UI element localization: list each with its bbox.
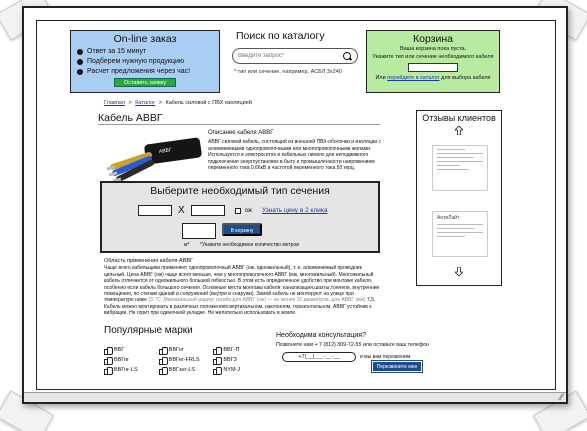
arrow-up-icon[interactable] bbox=[455, 126, 463, 135]
times-sign: X bbox=[178, 205, 185, 216]
cart-choose-label: для выбора кабеля bbox=[441, 75, 491, 81]
brands-list bbox=[104, 346, 268, 373]
divider bbox=[98, 124, 380, 125]
checkbox-label: ож bbox=[244, 207, 252, 214]
brand-label: NYM-J bbox=[223, 366, 241, 373]
brand-item[interactable] bbox=[159, 346, 214, 353]
thumb-up-icon bbox=[213, 346, 220, 353]
brand-item[interactable] bbox=[159, 366, 214, 373]
breadcrumb-catalog[interactable]: Каталог bbox=[135, 100, 156, 106]
reviews-title: Отзывы клиентов bbox=[422, 113, 496, 123]
cart-empty-text: Ваша корзина пока пуста. bbox=[399, 46, 467, 52]
brand-item[interactable] bbox=[213, 346, 268, 353]
thumb-up-icon bbox=[159, 346, 166, 353]
breadcrumb bbox=[104, 100, 252, 106]
search-input[interactable] bbox=[238, 53, 333, 59]
bullet-icon bbox=[77, 49, 83, 55]
brand-label: ВВГ-П bbox=[223, 346, 240, 353]
catalog-search-block bbox=[232, 30, 368, 93]
quantity-unit: м* bbox=[184, 242, 190, 248]
cart-instruction: Укажите тип или сечение необходимого кабеля bbox=[372, 54, 494, 60]
cable-image bbox=[105, 129, 203, 184]
breadcrumb-separator: > bbox=[128, 100, 132, 106]
brand-label: ВВГЗ bbox=[223, 356, 237, 363]
online-order-block bbox=[70, 30, 220, 93]
reviews-panel bbox=[416, 110, 502, 286]
thumb-up-icon bbox=[213, 356, 220, 363]
search-hint: * тип или сечение, например, АСБЛ 3х240 bbox=[234, 69, 342, 75]
bullet-icon bbox=[77, 59, 83, 65]
thumb-up-icon bbox=[213, 366, 220, 373]
usage-text-grey: 15 °С. Минимальный радиус изгиба для АВВГ (ож) — не менее 10 диаметров, для АВВГ (мж) bbox=[148, 297, 366, 304]
consultation-text: Позвоните нам + 7 (812) 309-72-55 или оставьте ваш телефон bbox=[276, 342, 430, 348]
review-document[interactable] bbox=[432, 145, 488, 191]
price-link[interactable]: Узнать цену в 2 клика bbox=[261, 207, 328, 214]
bullet-text: Расчет предложения через час! bbox=[87, 68, 191, 75]
online-order-bullet bbox=[77, 47, 213, 57]
search-title: Поиск по каталогу bbox=[236, 30, 325, 42]
thumb-up-icon bbox=[104, 346, 111, 353]
frame-statusbar bbox=[24, 392, 566, 402]
online-order-bullet bbox=[77, 67, 213, 77]
resize-handle-icon[interactable]: ⁄⁄ bbox=[559, 392, 563, 402]
consultation-title: Необходима консультация? bbox=[276, 332, 366, 339]
brands-title: Популярные марки bbox=[104, 325, 193, 336]
review-doc-logo: АнтиЛайт bbox=[437, 215, 460, 221]
breadcrumb-home[interactable]: Главная bbox=[104, 100, 125, 106]
brand-item[interactable] bbox=[213, 356, 268, 363]
usage-text: Чаще всего кабельщики применяют однопроволочный АВВГ (ож, одножильный), т. е. алюминиевый проводник цельный. Цена АВВГ (ож) чаще всего меньше, чем у многопроволочного АВВГ (мж, многожильный). Многожильный кабель отличается от одножильного большей гибкостью. В этом есть определенное удобство при монтаже кабеля, особенно если кабель большого сечения. Основные места монтажа кабеля: канализация,шахты,тоннели, внутренние помещения, по стенам зданий и сооружений (внутри и снаружи). Зимой кабель не монтируют на улице при температуре ниже bbox=[104, 265, 380, 304]
thumb-up-icon bbox=[159, 356, 166, 363]
brand-item[interactable] bbox=[104, 356, 159, 363]
section-input[interactable] bbox=[191, 205, 225, 216]
bullet-icon bbox=[77, 69, 83, 75]
online-order-bullet bbox=[77, 57, 213, 67]
section-selector-title: Выберите необходимый тип сечения bbox=[150, 185, 330, 197]
description-title: Описание кабеля АВВГ bbox=[208, 130, 274, 136]
thumb-up-icon bbox=[104, 356, 111, 363]
bullet-text: Ответ за 15 минут bbox=[87, 48, 147, 55]
review-document[interactable] bbox=[432, 211, 488, 257]
section-selector-panel bbox=[100, 181, 380, 253]
brand-item[interactable] bbox=[213, 366, 268, 373]
online-order-title: On-line заказ bbox=[113, 33, 177, 45]
brand-item[interactable] bbox=[159, 356, 214, 363]
search-box[interactable] bbox=[232, 48, 358, 64]
catalog-link[interactable]: перейдите в каталог bbox=[387, 75, 440, 81]
cable-label: АВВГ bbox=[158, 147, 173, 155]
cart-block bbox=[366, 30, 500, 93]
bullet-text: Подберем нужную продукцию bbox=[87, 58, 185, 65]
brand-label: ВВГнг-LS bbox=[114, 366, 138, 373]
brand-item[interactable] bbox=[104, 366, 159, 373]
breadcrumb-current: Кабель силовой с ПВХ изоляцией bbox=[165, 100, 252, 106]
brand-label: ВВГзнг-LS bbox=[168, 366, 196, 373]
thumb-up-icon bbox=[104, 366, 111, 373]
arrow-down-icon[interactable] bbox=[455, 267, 463, 276]
cores-input[interactable] bbox=[138, 205, 172, 216]
brand-label: ВВГнг-FRLS bbox=[168, 356, 200, 363]
brand-label: ВВГнг bbox=[114, 356, 130, 363]
single-core-checkbox[interactable] bbox=[235, 208, 241, 214]
cart-title: Корзина bbox=[413, 33, 453, 45]
cart-catalog-line bbox=[370, 74, 496, 82]
callback-button[interactable]: Перезвоните мне bbox=[372, 361, 422, 372]
product-title: Кабель АВВГ bbox=[98, 112, 163, 124]
usage-title: Область применения кабеля АВВГ bbox=[104, 258, 194, 264]
description-text: АВВГ силовой кабель, состоящий из внешней ПВХ-оболочки и изоляции с алюминиевыми однопроволочными или многопроволочными жилами. Используется в электросетях и кабельных линиях для неподвижного подключения энергоустановок в быту и промышленности напряжением переменного тока 0,66кВ и частотой переменного тока 50 герц. bbox=[208, 139, 382, 171]
usage-text-end: 7,5. Кабель можно монтировать в различных положениях:вертикальном, наклонном, горизонтальном. АВВГ устойчив к вибрации. Не горит при одиночной укладке. Не желательно использовать в земле. bbox=[104, 297, 376, 317]
phone-hint: и мы вам перезвоним bbox=[360, 354, 411, 360]
search-icon[interactable] bbox=[343, 52, 352, 61]
brand-item[interactable] bbox=[104, 346, 159, 353]
quantity-hint: *Укажите необходимое количество метров bbox=[200, 242, 299, 248]
cart-or-label: Или bbox=[375, 75, 386, 81]
dimension-row bbox=[138, 205, 327, 216]
cart-cable-input[interactable] bbox=[408, 63, 458, 72]
quantity-input[interactable] bbox=[182, 223, 216, 239]
breadcrumb-separator: > bbox=[158, 100, 162, 106]
leave-request-button[interactable]: Оставить заявку bbox=[114, 78, 176, 87]
brand-label: ВВГ bbox=[114, 346, 125, 353]
add-to-cart-button[interactable]: В корзину bbox=[222, 223, 262, 236]
thumb-up-icon bbox=[159, 366, 166, 373]
phone-input[interactable]: +7(__)___-__-__ bbox=[282, 352, 356, 362]
usage-section bbox=[104, 258, 380, 317]
brand-label: ВВГнг bbox=[168, 346, 184, 353]
